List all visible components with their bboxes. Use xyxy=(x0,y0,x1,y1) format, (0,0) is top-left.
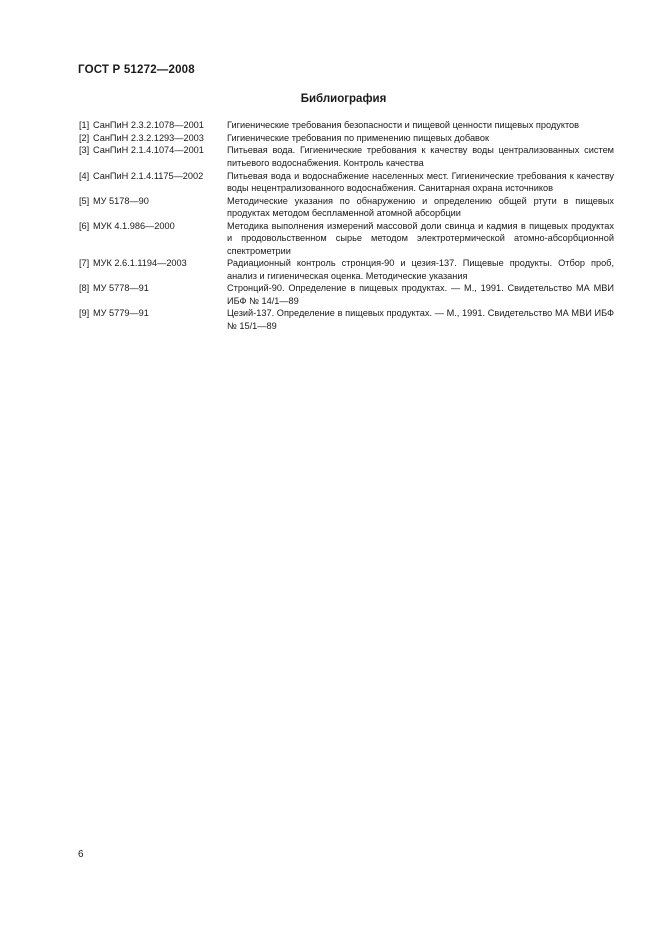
bibliography-list xyxy=(79,119,614,333)
entry-code: СанПиН 2.1.4.1175—2002 xyxy=(93,170,204,181)
entry-number: [4] xyxy=(79,170,90,181)
entry-description: Цезий-137. Определение в пищевых продуктах. — М., 1991. Свидетельство МА МВИ ИБФ № 15/1—89 xyxy=(227,308,614,331)
entry-code: МУК 4.1.986—2000 xyxy=(93,220,175,231)
page-number: 6 xyxy=(78,849,84,860)
entry-description: Гигиенические требования безопасности и пищевой ценности пищевых продуктов xyxy=(227,120,580,130)
entry-code: СанПиН 2.3.2.1078—2001 xyxy=(93,120,204,130)
bibliography-entry-7 xyxy=(79,257,614,282)
bibliography-entry-8 xyxy=(79,282,614,307)
entry-description: Гигиенические требования по применению пищевых добавок xyxy=(227,132,489,143)
section-title: Библиография xyxy=(300,93,387,105)
bibliography-entry-1 xyxy=(79,119,614,131)
entry-description: Методика выполнения измерений массовой доли свинца и кадмия в пищевых продуктах и продовольственном сырье методом электротермической атомно-абсорбционной спектрометрии xyxy=(227,220,614,256)
entry-number: [8] xyxy=(79,283,90,294)
entry-code: СанПиН 2.3.2.1293—2003 xyxy=(93,132,204,143)
entry-code: МУК 2.6.1.1194—2003 xyxy=(93,258,187,269)
entry-code: СанПиН 2.1.4.1074—2001 xyxy=(93,145,204,156)
entry-description: Методические указания по обнаружению и определению общей ртути в пищевых продуктах методом беспламенной атомной абсорбции xyxy=(227,195,614,219)
bibliography-entry-9 xyxy=(79,307,614,332)
entry-number: [5] xyxy=(79,195,90,206)
entry-number: [6] xyxy=(79,220,90,231)
bibliography-entry-4 xyxy=(79,170,614,195)
entry-description: Радиационный контроль стронция-90 и цезия-137. Пищевые продукты. Отбор проб, анализ и гигиеническая оценка. Методические указания xyxy=(227,258,614,281)
document-header: ГОСТ Р 51272—2008 xyxy=(78,64,195,76)
section-title-wrapper xyxy=(0,93,661,105)
entry-code: МУ 5178—90 xyxy=(93,195,149,206)
bibliography-entry-3 xyxy=(79,144,614,169)
entry-number: [9] xyxy=(79,308,90,319)
bibliography-entry-5 xyxy=(79,195,614,220)
entry-number: [3] xyxy=(79,145,90,156)
entry-description: Стронций-90. Определение в пищевых продуктах. — М., 1991. Свидетельство МА МВИ ИБФ № 14/1—89 xyxy=(227,283,614,306)
entry-number: [7] xyxy=(79,258,90,269)
entry-description: Питьевая вода и водоснабжение населенных мест. Гигиенические требования к качеству воды нецентрализованного водоснабжения. Санитарная охрана источников xyxy=(227,170,614,193)
entry-description: Питьевая вода. Гигиенические требования к качеству воды централизованных систем питьевого водоснабжения. Контроль качества xyxy=(227,145,614,168)
bibliography-entry-2 xyxy=(79,132,614,144)
entry-code: МУ 5778—91 xyxy=(93,283,149,294)
bibliography-entry-6 xyxy=(79,220,614,257)
entry-number: [1] xyxy=(79,120,90,130)
entry-code: МУ 5779—91 xyxy=(93,308,149,319)
entry-number: [2] xyxy=(79,132,90,143)
